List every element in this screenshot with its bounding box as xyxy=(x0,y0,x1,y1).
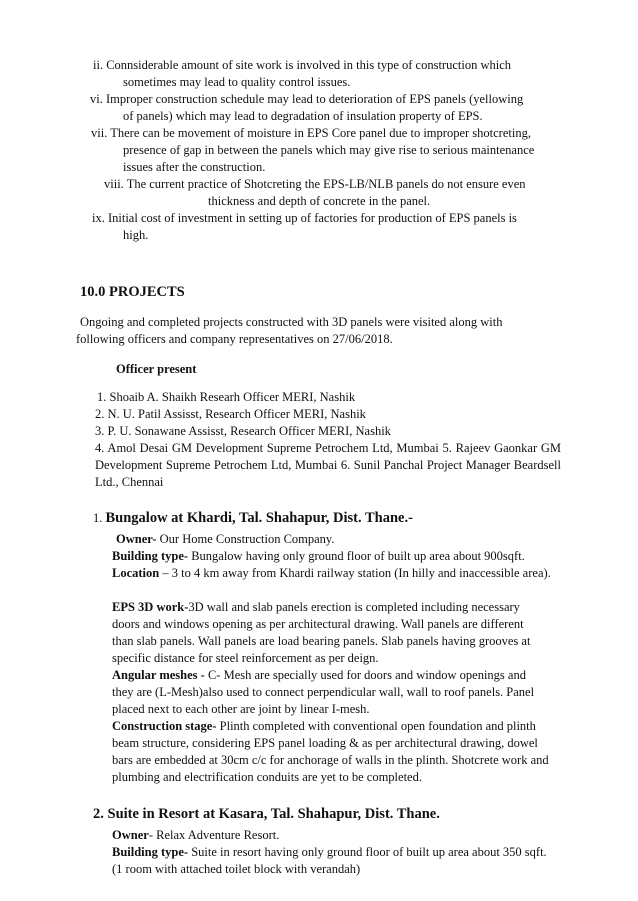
project1-angular-meshes xyxy=(112,667,548,718)
owner-label: Owner xyxy=(112,828,149,842)
project2-building-type xyxy=(112,844,552,878)
project1-building-type xyxy=(112,548,582,565)
building-type-value: Bungalow having only ground floor of built up area about 900sqft. xyxy=(188,549,525,563)
angular-label: Angular meshes - xyxy=(112,668,205,682)
eps-value: 3D wall and slab panels erection is completed including necessary doors and windows opening as per architectural drawing. Wall panels are different than slab panels. Wall panels are load bearing panels. Slab panels having grooves at specific distance for steel reinforcement as per deign. xyxy=(112,600,531,665)
project1-title xyxy=(93,510,613,527)
projects-heading: 10.0 PROJECTS xyxy=(80,284,185,300)
owner-value: Our Home Construction Company. xyxy=(156,532,335,546)
issue-vii-line1: vii. There can be movement of moisture in EPS Core panel due to improper shotcreting, xyxy=(91,126,531,140)
issue-ii-line2: sometimes may lead to quality control issues. xyxy=(123,75,351,89)
issue-vii-line3: issues after the construction. xyxy=(123,160,266,174)
angular-value: C- Mesh are specially used for doors and window openings and they are (L-Mesh)also used to connect perpendicular wall, wall to roof panels. Panel placed next to each other are joint by linear I-mesh. xyxy=(112,668,535,716)
project1-eps-work xyxy=(112,599,544,667)
officer-2: 2. N. U. Patil Assisst, Research Officer MERI, Nashik xyxy=(95,407,366,421)
officer-heading: Officer present xyxy=(116,362,197,376)
building-type-value: Suite in resort having only ground floor of built up area about 350 sqft.(1 room with attached toilet block with verandah) xyxy=(112,845,547,876)
officer-4-6: 4. Amol Desai GM Development Supreme Petrochem Ltd, Mumbai 5. Rajeev Gaonkar GM Development Supreme Petrochem Ltd, Mumbai 6. Sunil Panchal Project Manager Beardsell Ltd., Chennai xyxy=(95,441,561,489)
building-type-label: Building type- xyxy=(112,845,189,859)
issue-viii-line1: viii. The current practice of Shotcreting the EPS-LB/NLB panels do not ensure even xyxy=(104,177,526,191)
project2-owner xyxy=(112,827,562,844)
projects-intro-line2: following officers and company representatives on 27/06/2018. xyxy=(76,332,393,346)
eps-label: EPS 3D work- xyxy=(112,600,189,614)
officer-1: 1. Shoaib A. Shaikh Researh Officer MERI, Nashik xyxy=(97,390,356,404)
issue-vi-line1: vi. Improper construction schedule may lead to deterioration of EPS panels (yellowing xyxy=(90,92,524,106)
building-type-label: Building type- xyxy=(112,549,189,563)
location-label: Location xyxy=(112,566,160,580)
owner-value: - Relax Adventure Resort. xyxy=(148,828,280,842)
issue-vi-line2: of panels) which may lead to degradation of insulation property of EPS. xyxy=(123,109,483,123)
issue-ii-line1: ii. Connsiderable amount of site work is involved in this type of construction which xyxy=(93,58,511,72)
location-value: – 3 to 4 km away from Khardi railway station (In hilly and inaccessible area). xyxy=(159,566,551,580)
owner-label: Owner- xyxy=(116,532,157,546)
stage-value: Plinth completed with conventional open foundation and plinth beam structure, considering EPS panel loading & as per architectural drawing, dowel bars are embedded at 30cm c/c for anchorage of walls in the plinth. Shotcrete work and plumbing and electrification conduits are yet to be completed. xyxy=(112,719,549,784)
issue-viii-line2: thickness and depth of concrete in the panel. xyxy=(208,194,431,208)
issue-vii-line2: presence of gap in between the panels which may give rise to serious maintenance xyxy=(123,143,535,157)
project1-number: 1. xyxy=(93,511,103,525)
issue-ix-line2: high. xyxy=(123,228,149,242)
projects-intro-line1: Ongoing and completed projects constructed with 3D panels were visited along with xyxy=(80,315,503,329)
project1-heading: Bungalow at Khardi, Tal. Shahapur, Dist. Thane.- xyxy=(105,510,413,526)
project1-construction-stage xyxy=(112,718,550,786)
project1-location xyxy=(112,565,552,582)
project1-owner xyxy=(116,531,566,548)
officer-3: 3. P. U. Sonawane Assisst, Research Officer MERI, Nashik xyxy=(95,424,391,438)
stage-label: Construction stage- xyxy=(112,719,217,733)
issue-ix-line1: ix. Initial cost of investment in setting up of factories for production of EPS panels is xyxy=(92,211,517,225)
project2-heading: 2. Suite in Resort at Kasara, Tal. Shahapur, Dist. Thane. xyxy=(93,806,440,822)
